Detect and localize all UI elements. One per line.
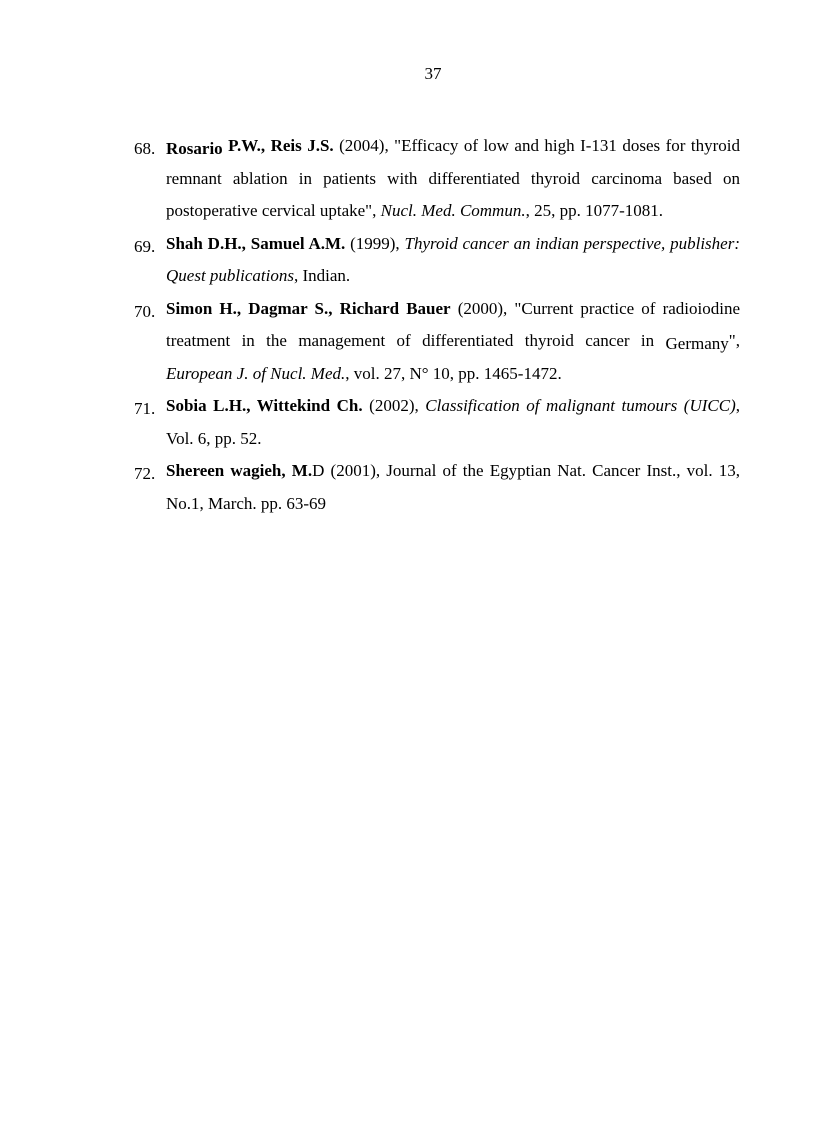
reference-authors: Shereen wagieh, M. [166,461,313,480]
reference-year: (2000), [450,298,515,318]
reference-journal: European J. of Nucl. Med. [166,363,346,383]
reference-authors-tail: D [312,461,325,480]
reference-item [134,130,740,228]
reference-details: , 25, pp. 1077-1081. [525,201,664,220]
reference-title: Thyroid cancer an indian perspective, publisher: Quest publications [166,233,740,285]
reference-list [134,130,740,520]
reference-title-country: Germany [665,334,729,353]
reference-journal: Nucl. Med. Commun. [380,201,526,220]
reference-title-end: ", [728,331,740,350]
reference-authors: Simon H., Dagmar S., Richard Bauer [166,298,451,318]
reference-item [134,455,740,520]
reference-year: (2004), [333,136,395,155]
reference-author-lead: Rosario [166,139,223,158]
reference-number: 71. [134,399,156,418]
reference-number: 69. [134,236,156,256]
reference-details: , Vol. 6, pp. 52. [166,396,740,448]
page-number: 37 [424,64,442,83]
reference-authors: Shah D.H., Samuel A.M. [166,233,346,253]
reference-year: (1999), [345,233,405,253]
reference-number: 68. [134,139,156,158]
reference-details: Journal of the Egyptian Nat. Cancer Inst., vol. 13, No.1, March. pp. 63-69 [166,461,740,513]
reference-number: 72. [134,464,156,483]
reference-item [134,293,740,391]
reference-title: "Current practice of radioiodine treatment in the management of differentiated thyroid cancer in [166,298,741,350]
reference-authors: P.W., Reis J.S. [222,136,334,155]
reference-details: , Indian. [293,266,351,285]
reference-year: (2001), [324,461,387,480]
reference-title: "Efficacy of low and high I-131 doses for thyroid remnant ablation in patients with differentiated thyroid carcinoma based on postoperative cervical uptake", [166,136,740,220]
reference-year: (2002), [362,396,426,415]
reference-item [134,228,740,293]
reference-authors: Sobia L.H., Wittekind Ch. [166,396,363,415]
reference-details: , vol. 27, N° 10, pp. 1465-1472. [345,363,562,383]
reference-title: Classification of malignant tumours (UICC) [425,396,736,415]
reference-item [134,390,740,455]
reference-number: 70. [134,301,156,321]
